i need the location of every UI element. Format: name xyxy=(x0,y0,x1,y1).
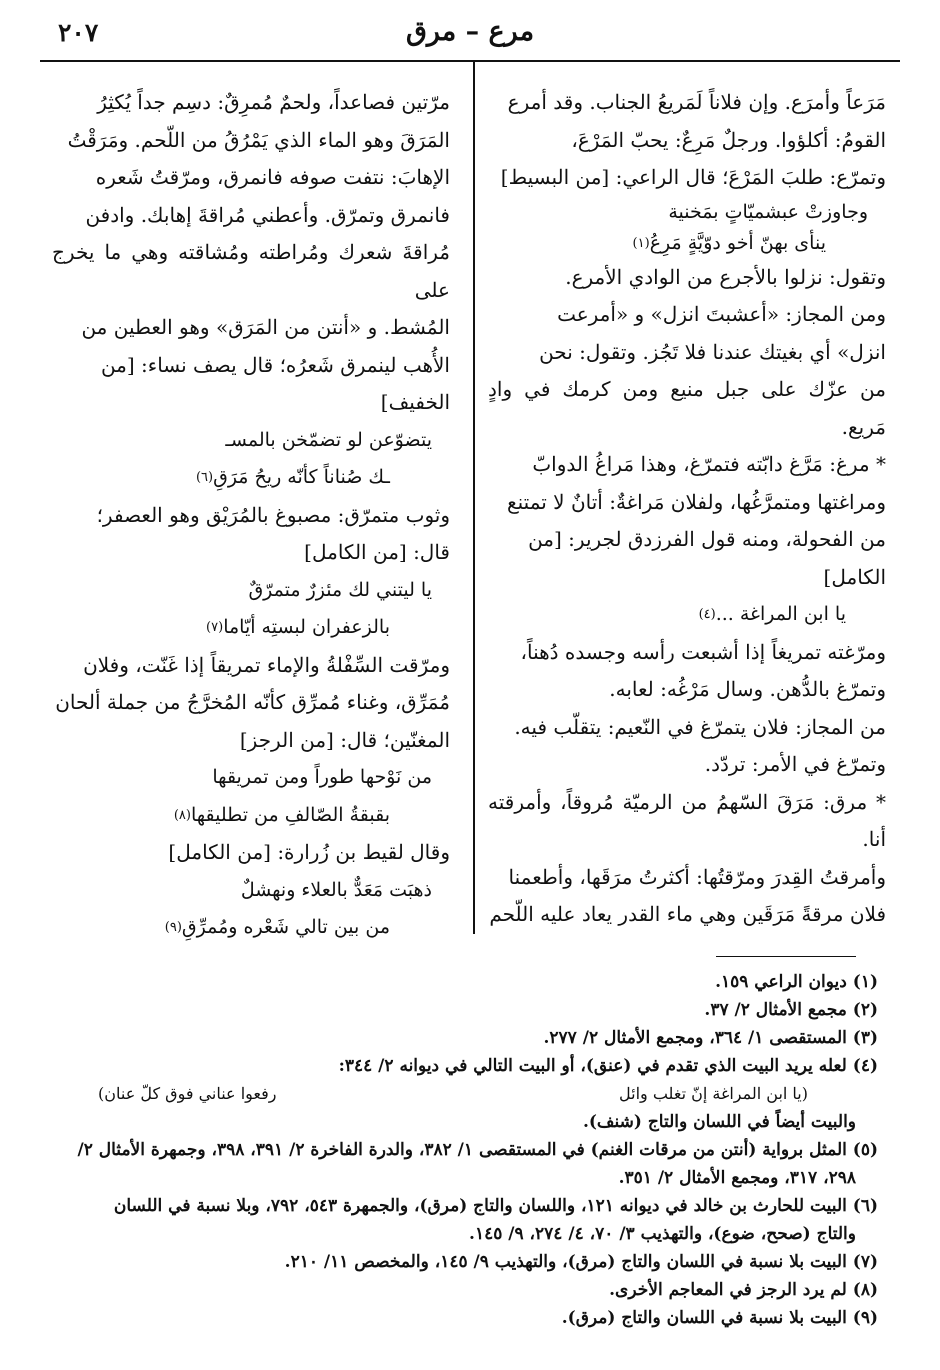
right-column xyxy=(488,84,886,934)
footnote: (٤) لعله يريد البيت الذي تقدم في (عنق)، أو البيت التالي في ديوانه ٢/ ٣٤٤: xyxy=(338,1056,878,1076)
footnotes xyxy=(58,968,878,1332)
text-line: * مرغ: مَرَّغ دابّته فتمرّغ، وهذا مَراغُ الدوابّ xyxy=(532,452,886,476)
footnote: (٣) المستقصى ١/ ٣٦٤، ومجمع الأمثال ٢/ ٢٧٧. xyxy=(543,1028,878,1048)
footnote-rule xyxy=(716,956,856,957)
footnote-ref: (٤) xyxy=(698,607,716,622)
footnote-verse xyxy=(58,1080,878,1108)
page-header xyxy=(40,14,900,56)
text-line: المَرَقَ وهو الماء الذي يَمْرُقُ من اللّحم. ومَرَقْتُ xyxy=(67,127,450,152)
verse-hemistich: وجاوزتْ عبشميّاتٍ بمَخنية xyxy=(668,200,868,223)
footnote: (٢) مجمع الأمثال ٢/ ٣٧. xyxy=(704,1000,878,1020)
text-line: ومراغتها ومتمرَّغُها، ولفلان مَراغةٌ: أتانٌ لا تمتنع xyxy=(506,489,886,514)
text-line: وأمرقتُ القِدرَ ومرّقتُها: أكثرتُ مرَقَها، وأطعمنا xyxy=(508,864,886,889)
text-line: فلان مرقةً مَرَقَين وهي ماء القدر يعاد عليه اللّحم xyxy=(489,902,886,926)
header-rule xyxy=(40,60,900,62)
text-line: الإهابَ: نتفت صوفه فانمرق، ومرّقتُ شَعره xyxy=(95,165,450,189)
text-line: * مرق: مَرَقَ السّهمُ من الرميّة مُروقاً، وأمرقته أنا. xyxy=(488,789,886,851)
footnote: (١) ديوان الراعي ١٥٩. xyxy=(715,972,878,992)
column-divider xyxy=(473,62,475,934)
verse-hemistich: رفعوا عناني فوق كلّ عنان) xyxy=(98,1084,277,1103)
text-line: مُمَرِّق، وغناء مُمرِّق كأنّه المُخرَّجُ من جملة ألحان xyxy=(55,690,450,714)
text-line: الكامل] xyxy=(823,564,886,589)
text-line: مُراقةَ شعرك ومُراطته ومُشاقته وهي ما يخرج على xyxy=(52,240,450,302)
left-column xyxy=(52,84,450,947)
page-number: ٢٠٧ xyxy=(58,18,99,47)
text-line: ومن المجاز: «أعشبتَ انزل» و «أمرعت xyxy=(557,302,886,326)
text-line: وتمرّغ بالدُّهن. وسال مَرْغُه: لعابه. xyxy=(609,677,886,701)
text-line: فانمرق وتمرّق. وأعطني مُراقةَ إهابك. وادفن xyxy=(85,202,450,227)
text-line: من الفحولة، ومنه قول الفرزدق لجرير: [من xyxy=(528,527,886,551)
text-line: المُشط. و «أنتن من المَرَق» وهو العطين من xyxy=(81,315,450,339)
text-line: الخفيف] xyxy=(380,390,450,414)
footnote: (٦) البيت للحارث بن خالد في ديوانه ١٢١، واللسان والتاج (مرق)، والجمهرة ٥٤٣، ٧٩٢، وبلا نسبة في اللسان xyxy=(113,1196,878,1216)
page-title: مرع – مرق xyxy=(405,16,535,47)
footnote: والتاج (صحح، ضوع)، والتهذيب ٣/ ٧٠، ٤/ ٢٧٤، ٩/ ١٤٥. xyxy=(469,1224,856,1244)
verse-hemistich: من بين تالي شَعْره ومُمرِّقِ (٩) xyxy=(52,909,450,947)
footnote: ٢٩٨، ٣١٧، ومجمع الأمثال ٢/ ٣٥١. xyxy=(618,1168,856,1188)
text-line: المغنّين؛ قال: [من الرجز] xyxy=(239,727,450,752)
footnote: (٨) لم يرد الرجز في المعاجم الأخرى. xyxy=(609,1280,878,1300)
verse-hemistich: (يا ابن المراغة إنّ تغلب وائل xyxy=(619,1084,808,1103)
text-line: القومُ: أكلؤوا. ورجلٌ مَرِعٌ: يحبّ المَرْعَ، xyxy=(571,127,886,152)
text-line: من عزّك على جبل منيع ومن كرمك في وادٍ مَريع. xyxy=(488,377,886,439)
footnote: (٧) البيت بلا نسبة في اللسان والتاج (مرق)، والتهذيب ٩/ ١٤٥، والمخصص ١١/ ٢١٠. xyxy=(284,1252,878,1272)
text-line: من المجاز: فلان يتمرّغ في النّعيم: يتقلّب فيه. xyxy=(514,714,886,739)
verse-hemistich: ينأى بهنّ أخو دوّيَّةٍ مَرِعُ (١) xyxy=(488,228,886,259)
footnote-ref: (٧) xyxy=(206,620,224,635)
verse-hemistich: بالزعفران لبستِه أيّاما (٧) xyxy=(52,609,450,647)
verse-hemistich: ذهبَت مَعَدٌّ بالعلاء ونهشلٌ xyxy=(240,878,432,901)
text-line: قال: [من الكامل] xyxy=(304,540,450,564)
footnote: (٩) البيت بلا نسبة في اللسان والتاج (مرق). xyxy=(561,1308,878,1328)
verse-hemistich: يا ليتني لك مئزرٌ متمرّقٌ xyxy=(248,578,432,601)
footnote-ref: (٨) xyxy=(173,807,191,823)
text-line: مرّتين فصاعداً، ولحمٌ مُمرِقٌ: دسِم جداً يُكثِرُ xyxy=(97,90,450,114)
footnote-ref: (١) xyxy=(632,235,650,251)
footnote: والبيت أيضاً في اللسان والتاج (شنف). xyxy=(582,1112,856,1132)
text-line: وتمرّع: طلبَ المَرْعَ؛ قال الراعي: [من البسيط] xyxy=(500,165,886,189)
text-line: مَرَعاً وأمرَع. وإن فلاناً لَمَريعُ الجناب. وقد أمرع xyxy=(507,90,886,114)
verse-hemistich: بقبقةُ الصّالفِ من تطليقها (٨) xyxy=(52,797,450,835)
footnote-ref: (٩) xyxy=(164,920,182,935)
text-line: وتمرّغ في الأمر: تردّد. xyxy=(704,752,886,776)
text-line: الأُهب لينمرق شَعرُه؛ قال يصف نساء: [من xyxy=(100,352,450,377)
text-line: وثوب متمرّق: مصبوغ بالمُرَيْق وهو العصفر؛ xyxy=(96,502,450,527)
verse-hemistich: يتضوّعن لو تضمّخن بالمسـ xyxy=(225,428,432,451)
text-line: وتقول: نزلوا بالأجرع من الوادي الأمرع. xyxy=(565,264,886,289)
text-line: ومرّغته تمريغاً إذا أشبعت رأسه وجسده دُهناً، xyxy=(520,639,886,664)
verse xyxy=(488,197,886,259)
footnote: (٥) المثل برواية (أنتن من مرقات الغنم) في المستقصى ١/ ٣٨٢، والدرة الفاخرة ٢/ ٣٩١، ٣٩٨، وجمهرة الأمثال ٢/ xyxy=(77,1140,878,1160)
text-line: ومرّقت السِّفْلةُ والإماء تمريقاً إذا غَنّت، وفلان xyxy=(83,652,450,677)
verse-hemistich: من نَوْحها طوراً ومن تمريقها xyxy=(212,766,432,788)
text-line: وقال لقيط بن زُرارة: [من الكامل] xyxy=(168,840,450,864)
footnote-ref: (٦) xyxy=(195,470,214,485)
text-line: انزل» أي بغيتك عندنا فلا تَجُز. وتقول: نحن xyxy=(539,339,886,364)
verse: يا ابن المراغة ... (٤) xyxy=(488,596,886,634)
verse-hemistich: ـك صُناناً كأنّه ريحُ مَرَقِ (٦) xyxy=(52,459,450,497)
